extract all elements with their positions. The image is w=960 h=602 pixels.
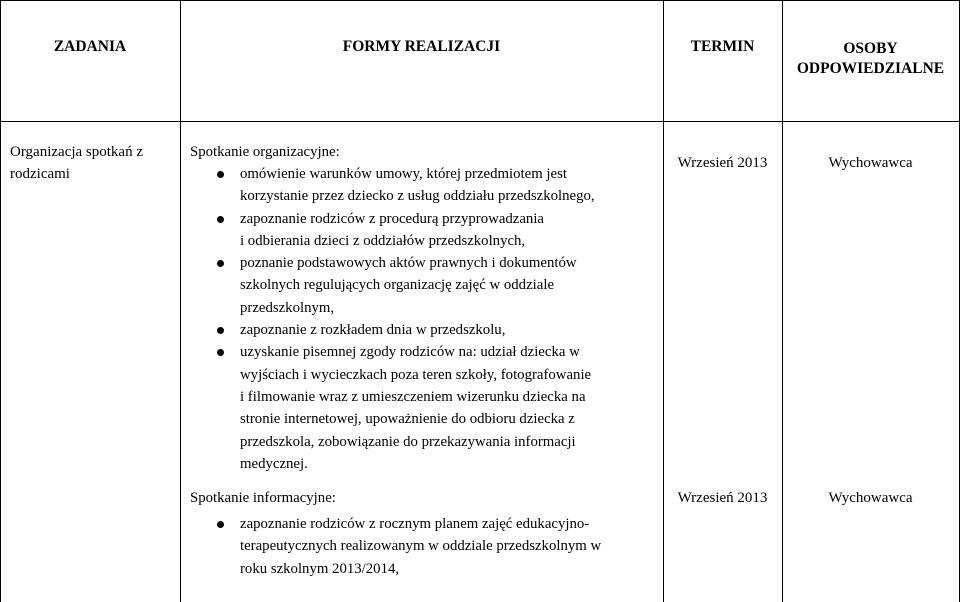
organizational-items-list — [240, 163, 595, 475]
section-informational-title: Spotkanie informacyjne: — [190, 490, 336, 506]
section1-responsible: Wychowawca — [828, 155, 913, 171]
list-item: uzyskanie pisemnej zgody rodziców na: udział dziecka w wyjściach i wycieczkach poza teren szkoły, fotografowanie i filmowanie wraz z umieszczeniem wizerunku dziecka na stronie internetowej, upoważnienie do odbioru dziecka z przedszkola, zobowiązanie do przekazywania informacji medycznej. — [240, 341, 595, 475]
bullet-icon — [217, 521, 224, 528]
informational-items-list — [240, 513, 601, 580]
header-bottom-border — [0, 121, 960, 122]
column-divider-2 — [180, 0, 181, 602]
list-item: omówienie warunków umowy, której przedmiotem jest korzystanie przez dziecko z usług oddziału przedszkolnego, — [240, 163, 595, 208]
list-item: zapoznanie z rozkładem dnia w przedszkolu, — [240, 319, 595, 341]
list-item: poznanie podstawowych aktów prawnych i dokumentów szkolnych regulujących organizację zajęć w oddziale przedszkolnym, — [240, 252, 595, 319]
header-forms: FORMY REALIZACJI — [342, 38, 501, 55]
task-line-1: Organizacja spotkań z — [10, 144, 144, 160]
bullet-icon — [217, 171, 224, 178]
bullet-icon — [217, 260, 224, 267]
bullet-icon — [217, 327, 224, 334]
table-top-border — [0, 0, 960, 1]
section-organizational-title: Spotkanie organizacyjne: — [190, 144, 340, 160]
bullet-icon — [217, 216, 224, 223]
header-responsible-line1: OSOBY — [843, 40, 898, 57]
section2-term: Wrzesień 2013 — [677, 490, 768, 506]
section1-term: Wrzesień 2013 — [677, 155, 768, 171]
bullet-icon — [217, 349, 224, 356]
column-divider-1 — [0, 0, 1, 602]
list-item: zapoznanie rodziców z rocznym planem zajęć edukacyjno- terapeutycznych realizowanym w oddziale przedszkolnym w roku szkolnym 2013/2014, — [240, 513, 601, 580]
header-responsible-line2: ODPOWIEDZIALNE — [796, 60, 945, 77]
column-divider-3 — [663, 0, 664, 602]
header-term: TERMIN — [690, 38, 755, 55]
section2-responsible: Wychowawca — [828, 490, 913, 506]
list-item: zapoznanie rodziców z procedurą przyprowadzania i odbierania dzieci z oddziałów przedszkolnych, — [240, 208, 595, 253]
header-tasks: ZADANIA — [53, 38, 127, 55]
column-divider-4 — [782, 0, 783, 602]
task-line-2: rodzicami — [10, 166, 70, 182]
